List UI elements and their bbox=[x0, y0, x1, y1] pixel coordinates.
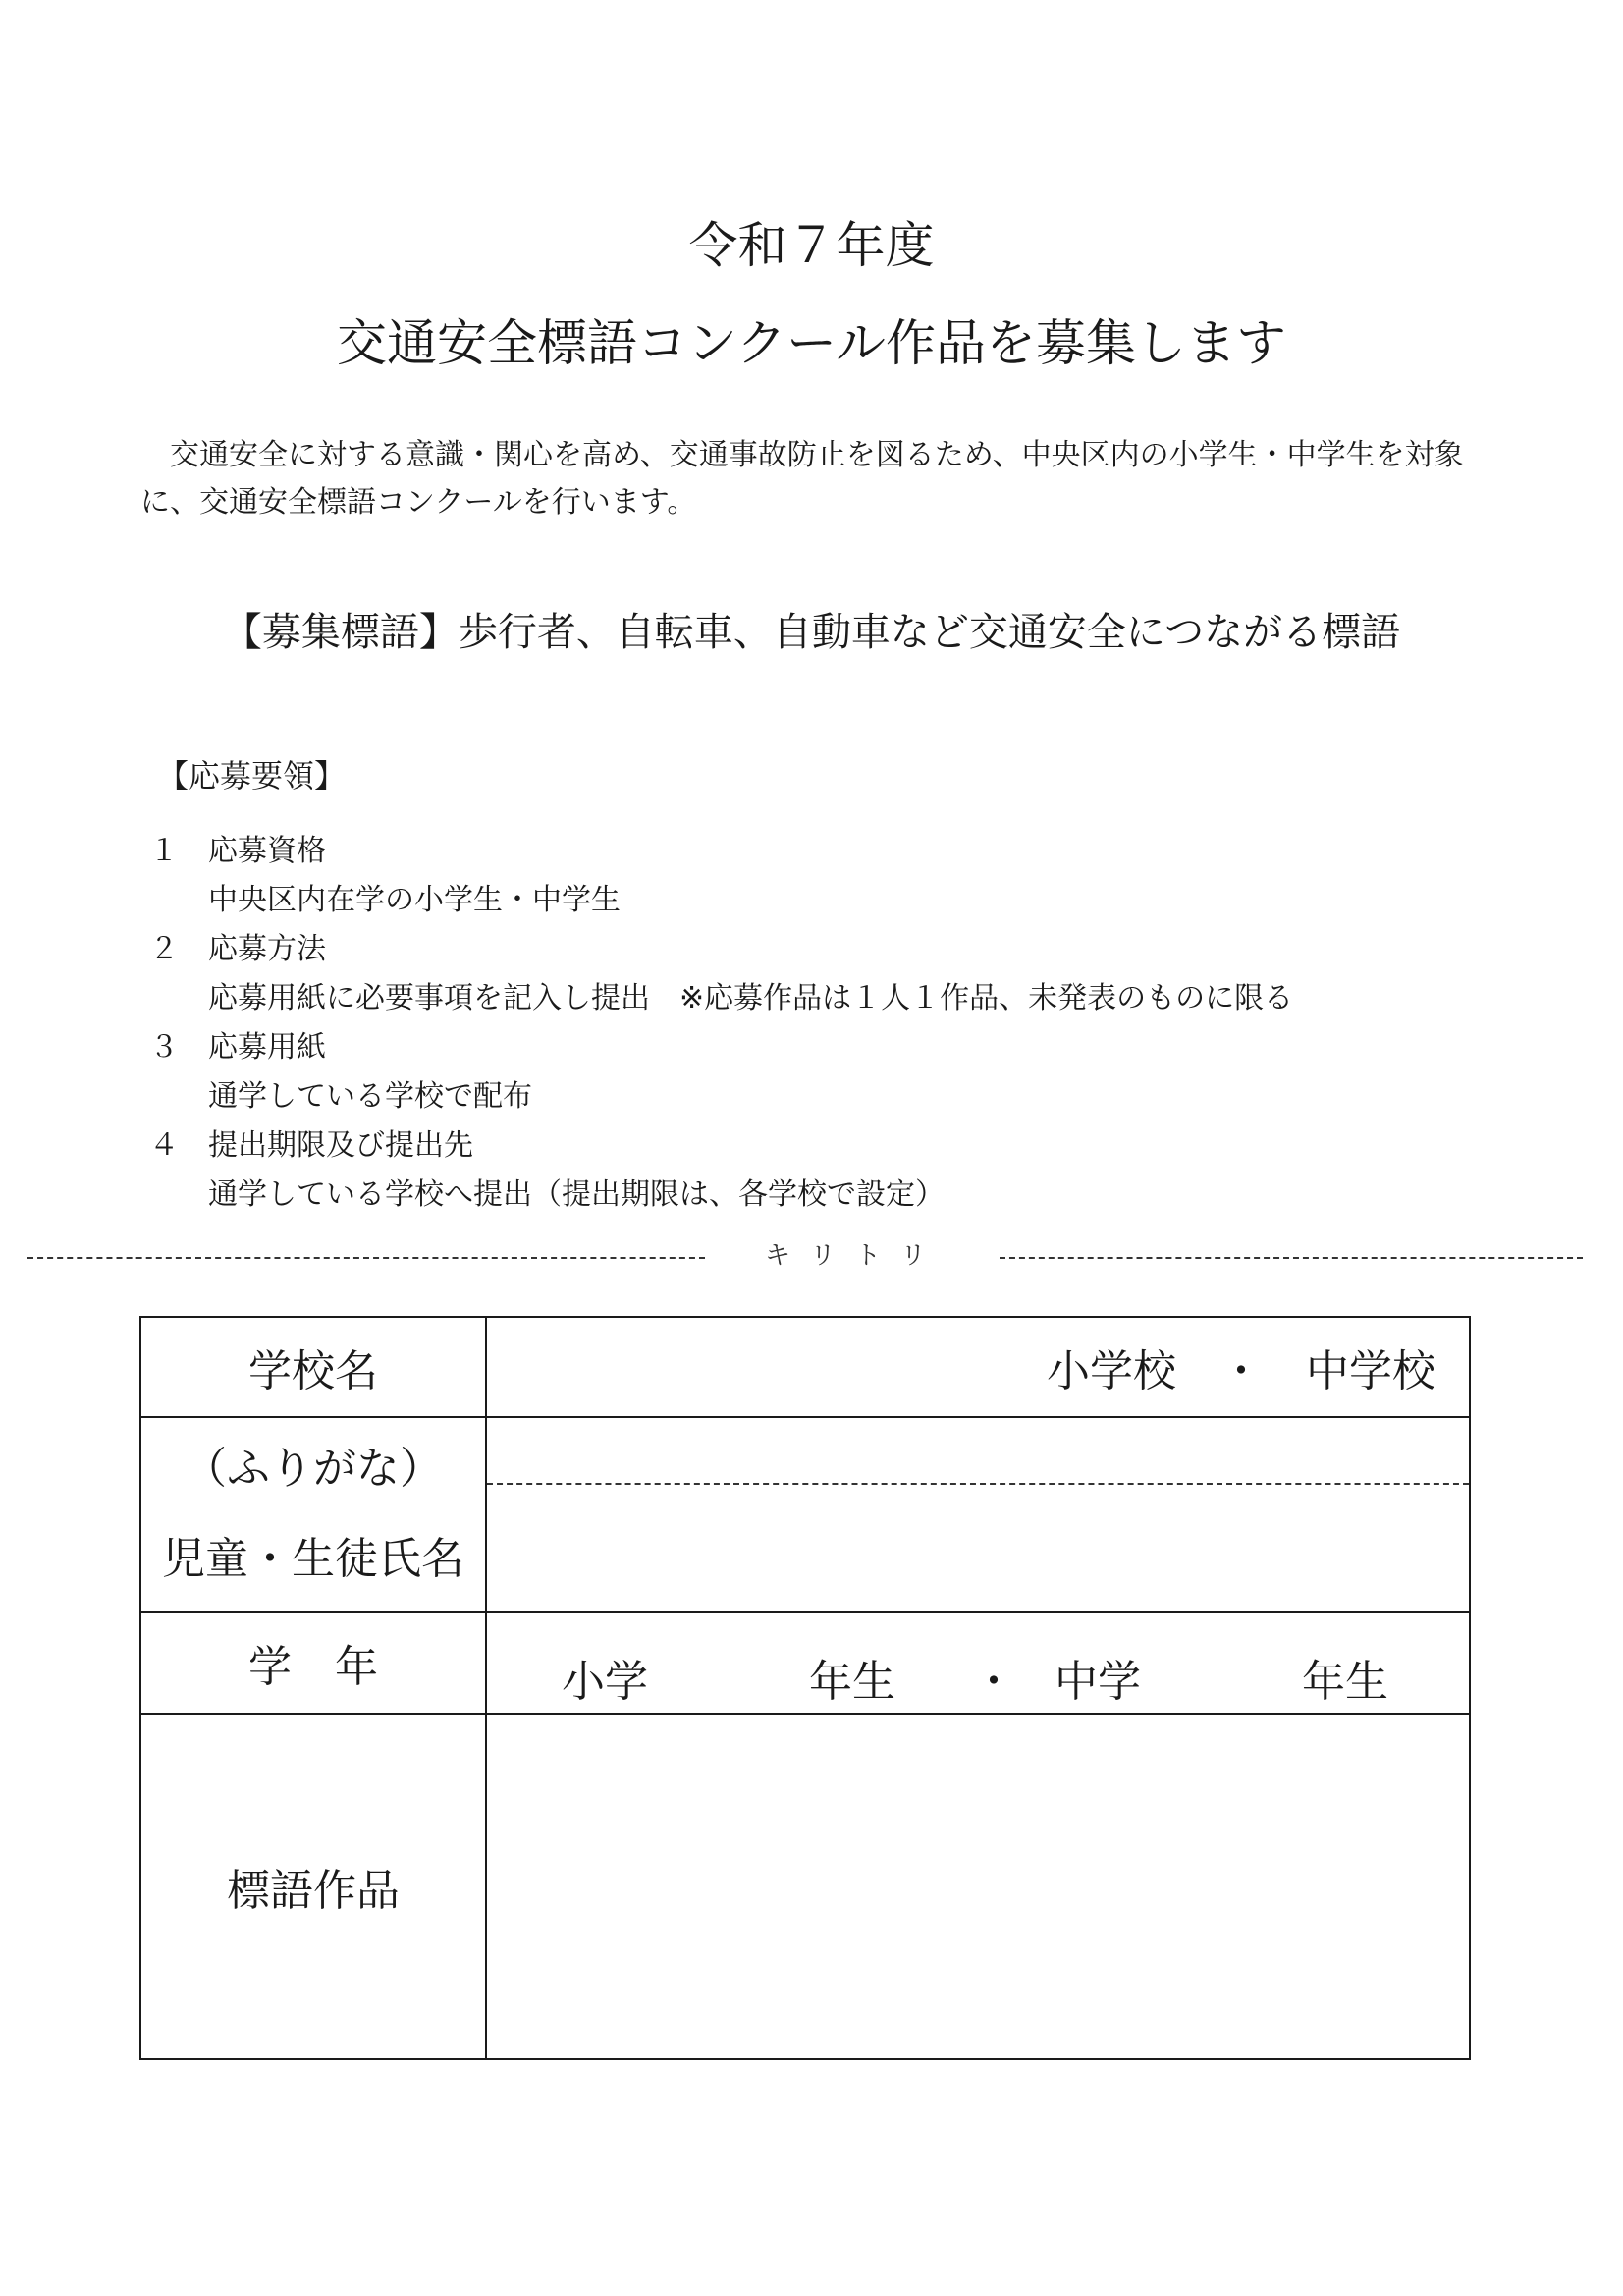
grade-row bbox=[140, 1612, 1470, 1714]
year-heading: 令和７年度 bbox=[688, 217, 935, 274]
school-field[interactable] bbox=[486, 1317, 1470, 1417]
page-title: 交通安全標語コンクール作品を募集します bbox=[337, 315, 1286, 373]
grade-field[interactable] bbox=[486, 1612, 1470, 1714]
furigana-label: （ふりがな） bbox=[184, 1444, 443, 1494]
rule-title: 応募用紙 bbox=[208, 1030, 326, 1065]
rule-title: 応募方法 bbox=[208, 932, 326, 966]
grade-separator: ・ bbox=[972, 1657, 1015, 1707]
entry-form-table bbox=[139, 1316, 1471, 2060]
rule-number: ２ bbox=[149, 932, 179, 966]
school-label: 学校名 bbox=[140, 1317, 486, 1417]
rule-number: １ bbox=[149, 834, 179, 868]
rule-detail: 通学している学校で配布 bbox=[208, 1079, 532, 1114]
cut-line-left-dash bbox=[27, 1257, 705, 1259]
rule-item bbox=[149, 827, 1293, 925]
name-label-cell bbox=[140, 1417, 486, 1612]
rule-item bbox=[149, 1023, 1293, 1121]
grade-elementary-label: 小学 bbox=[562, 1657, 648, 1707]
cut-line-right-dash bbox=[1000, 1257, 1583, 1259]
rule-item bbox=[149, 925, 1293, 1023]
grade-label: 学 年 bbox=[140, 1612, 486, 1714]
rule-title: 応募資格 bbox=[208, 834, 326, 868]
school-row bbox=[140, 1317, 1470, 1417]
slogan-row bbox=[140, 1714, 1470, 2059]
rules-list bbox=[149, 827, 1293, 1220]
name-row bbox=[140, 1417, 1470, 1612]
rule-detail: 通学している学校へ提出（提出期限は、各学校で設定） bbox=[208, 1177, 945, 1212]
rule-number: ４ bbox=[149, 1128, 179, 1163]
rule-detail: 中央区内在学の小学生・中学生 bbox=[208, 883, 621, 917]
rule-number: ３ bbox=[149, 1030, 179, 1065]
slogan-work-label: 標語作品 bbox=[140, 1714, 486, 2059]
rules-heading: 【応募要領】 bbox=[157, 757, 347, 794]
rule-title: 提出期限及び提出先 bbox=[208, 1128, 473, 1163]
grade-suffix-junior: 年生 bbox=[1302, 1657, 1388, 1707]
student-name-label: 児童・生徒氏名 bbox=[162, 1534, 464, 1584]
school-type-options: 小学校 ・ 中学校 bbox=[1047, 1346, 1435, 1396]
rule-item bbox=[149, 1121, 1293, 1220]
grade-suffix-elementary: 年生 bbox=[809, 1657, 895, 1707]
slogan-work-field[interactable] bbox=[486, 1714, 1470, 2059]
furigana-divider bbox=[487, 1483, 1469, 1485]
intro-paragraph: 交通安全に対する意識・関心を高め、交通事故防止を図るため、中央区内の小学生・中学生を対象に、交通安全標語コンクールを行います。 bbox=[140, 438, 1464, 519]
slogan-theme: 【募集標語】歩行者、自転車、自動車など交通安全につながる標語 bbox=[222, 610, 1401, 655]
cut-line-label: キリトリ bbox=[742, 1235, 968, 1272]
rule-detail: 応募用紙に必要事項を記入し提出 ※応募作品は１人１作品、未発表のものに限る bbox=[208, 981, 1294, 1015]
grade-junior-label: 中学 bbox=[1055, 1657, 1141, 1707]
name-field[interactable] bbox=[486, 1417, 1470, 1612]
